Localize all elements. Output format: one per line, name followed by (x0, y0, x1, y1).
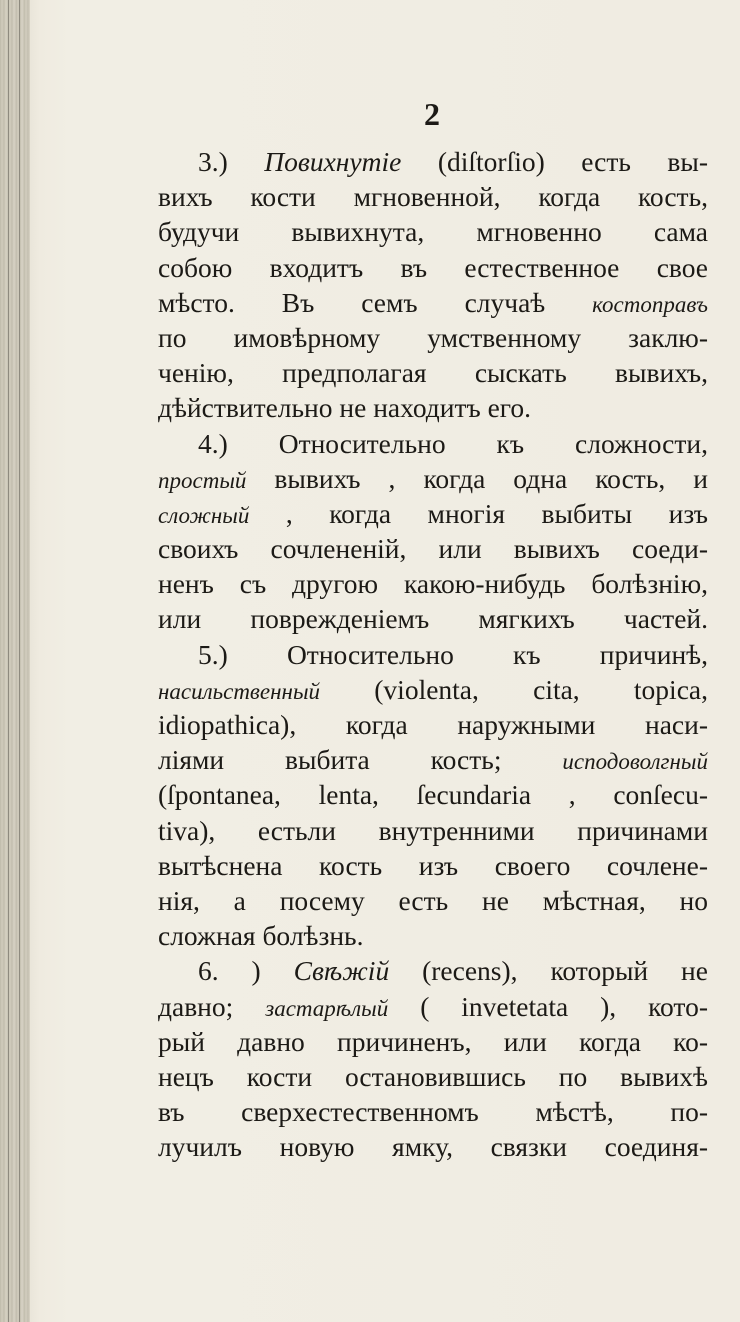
text-line (158, 355, 708, 390)
text-line (158, 707, 708, 742)
text-line (158, 1094, 708, 1129)
text-segment: вихъ кости мгновенной, когда кость, (158, 181, 708, 213)
text-line (158, 496, 708, 531)
text-segment: 4.) Относительно къ сложности, (198, 427, 708, 459)
text-segment: tiva), естьли внутренними причинами (158, 814, 708, 846)
text-line (158, 883, 708, 918)
page-edge-shadow (0, 0, 30, 1322)
text-segment: въ сверхестественномъ мѣстѣ, по- (158, 1096, 708, 1128)
text-segment: , когда многія выбиты изъ (249, 497, 708, 529)
text-line (158, 566, 708, 601)
italic-term: простый (158, 467, 247, 493)
text-line (158, 250, 708, 285)
text-segment: будучи вывихнута, мгновенно сама (158, 216, 708, 248)
italic-term: застарѣлый (265, 995, 389, 1021)
text-line (158, 144, 708, 179)
text-segment: вывихъ , когда одна кость, и (246, 462, 708, 494)
text-segment: (violenta, cita, topica, (320, 673, 708, 705)
text-segment: нецъ кости остановившись по вывихѣ (158, 1060, 708, 1092)
text-segment: idiopathica), когда наружными наси- (158, 709, 708, 740)
italic-term: Повихнутіе (264, 146, 402, 177)
text-line (158, 461, 708, 496)
text-line (158, 1024, 708, 1059)
text-line (158, 813, 708, 848)
text-line (158, 989, 708, 1024)
text-line (158, 179, 708, 214)
text-line (158, 777, 708, 812)
text-line (158, 742, 708, 777)
text-segment: (recens), который не (389, 955, 708, 987)
text-segment: рый давно причиненъ, или когда ко- (158, 1025, 708, 1057)
text-segment: 6. ) (198, 955, 294, 987)
italic-term: костоправъ (592, 291, 708, 317)
text-segment: давно; (158, 990, 266, 1022)
text-line (158, 918, 708, 953)
text-line (158, 672, 708, 707)
text-line (158, 848, 708, 883)
text-line (158, 531, 708, 566)
text-segment: собою входитъ въ естественное свое (158, 251, 708, 283)
text-line (158, 953, 708, 988)
text-line (158, 214, 708, 249)
text-line (158, 285, 708, 320)
text-segment: мѣсто. Въ семъ случаѣ (158, 286, 593, 318)
page-number: 2 (424, 96, 441, 132)
text-segment: нія, а посему есть не мѣстная, но (158, 884, 708, 916)
italic-term: Свѣжій (293, 955, 390, 987)
text-segment: лучилъ новую ямку, связки соединя- (158, 1131, 708, 1163)
text-line (158, 601, 708, 636)
text-segment: (ſpontanea, lenta, ſecundaria , conſecu- (158, 779, 708, 811)
italic-term: насильственный (158, 678, 321, 704)
text-segment: ненъ съ другою какою-нибудь болѣзнію, (158, 568, 708, 600)
text-segment: своихъ сочлененій, или вывихъ соеди- (158, 533, 708, 565)
italic-term: исподоволгный (562, 749, 708, 775)
italic-term: сложный (158, 502, 250, 528)
page-edge-line (8, 0, 9, 1322)
text-segment: ченію, предполагая сыскать вывихъ, (158, 357, 708, 389)
text-line (158, 637, 708, 672)
text-segment: или поврежденіемъ мягкихъ частей. (158, 603, 708, 635)
text-segment: дѣйствительно не находитъ его. (158, 392, 532, 424)
text-line (158, 1129, 708, 1164)
text-segment: сложная болѣзнь. (158, 920, 364, 952)
body-text (158, 144, 708, 1164)
text-segment: 3.) (198, 146, 265, 177)
text-segment: 5.) Относительно къ причинѣ, (198, 638, 708, 670)
text-line (158, 320, 708, 355)
text-line (158, 390, 708, 425)
page-edge-line (19, 0, 20, 1322)
text-segment: (diſtorſio) есть вы- (401, 146, 708, 177)
text-segment: вытѣснена кость изъ своего сочлене- (158, 849, 708, 881)
text-line (158, 1059, 708, 1094)
text-segment: ліями выбита кость; (158, 744, 563, 776)
text-segment: ( invetetata ), кото- (388, 990, 708, 1022)
text-segment: по имовѣрному умственному заклю- (158, 321, 708, 353)
text-line (158, 426, 708, 461)
